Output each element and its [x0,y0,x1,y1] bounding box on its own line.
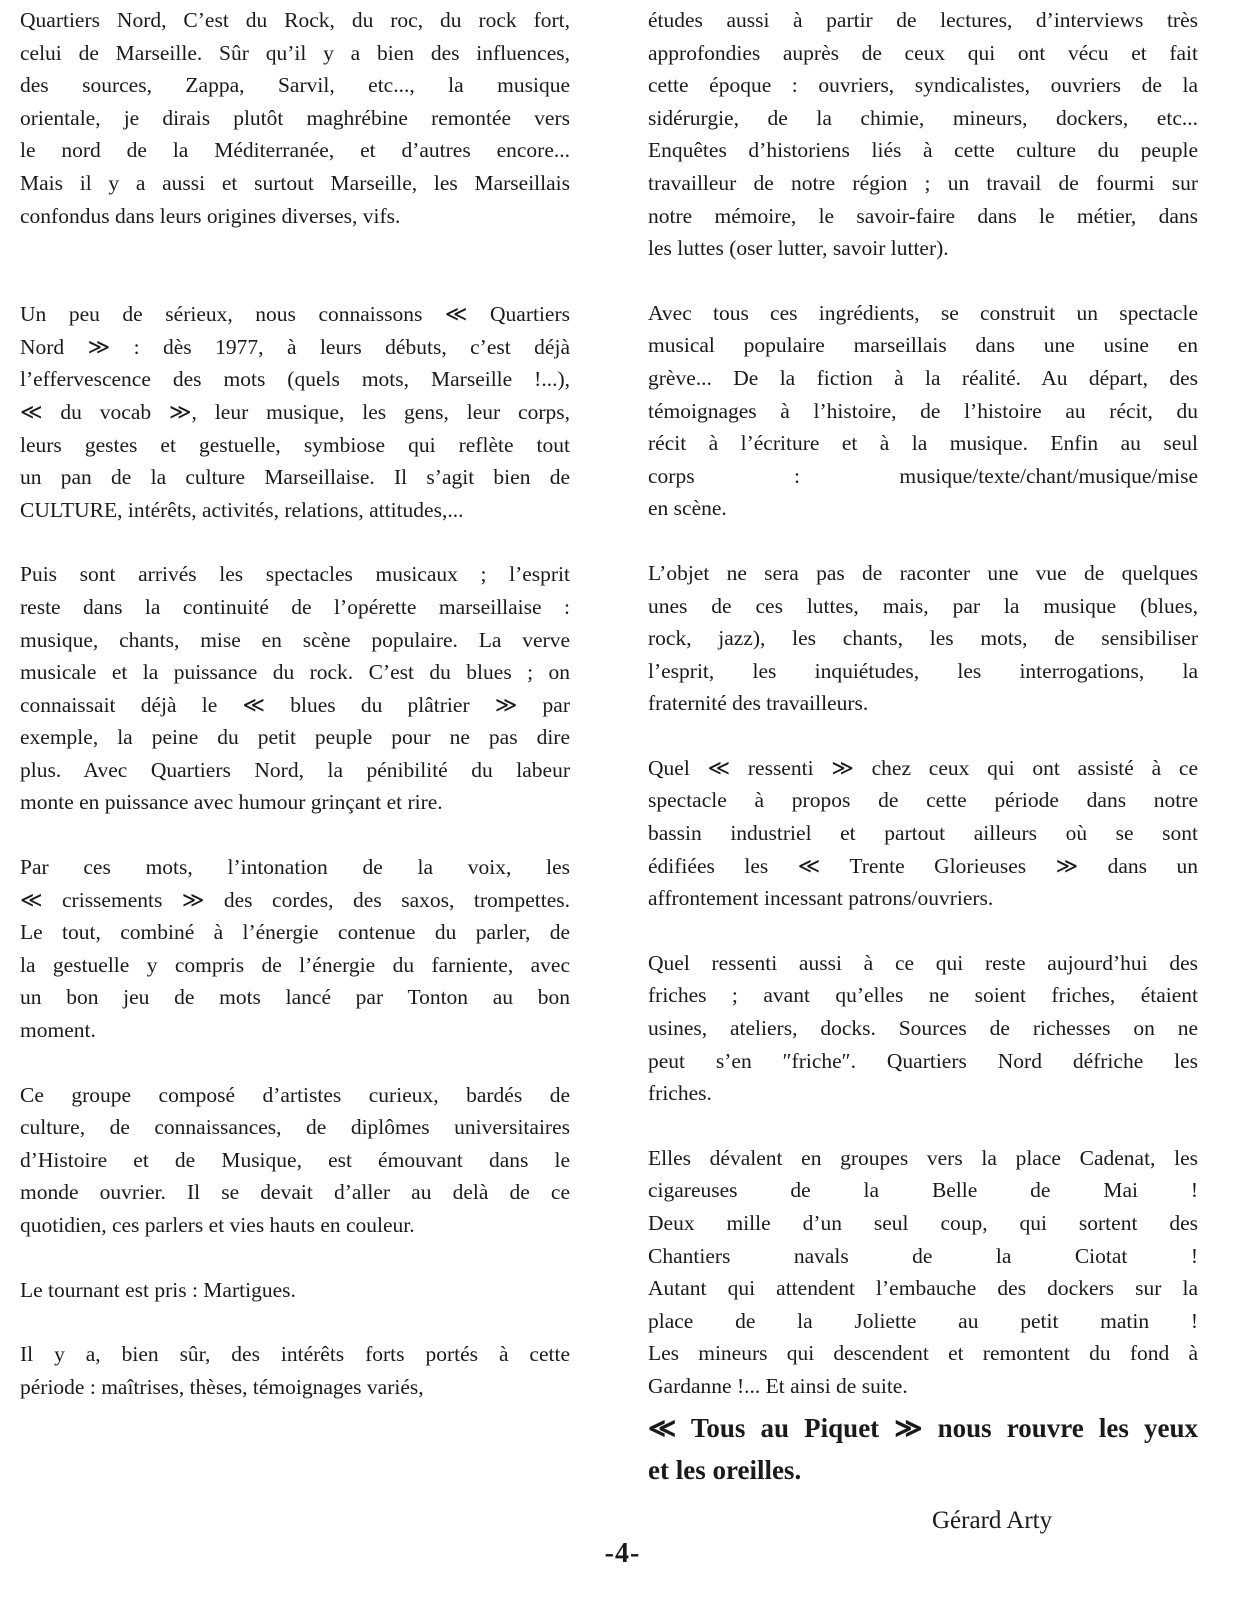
paragraph [648,297,1198,525]
text-line: plus. Avec Quartiers Nord, la pénibilité du labeur [20,757,570,782]
text-line: peut s’en ″friche″. Quartiers Nord défriche les [648,1048,1198,1073]
text-line: des sources, Zappa, Sarvil, etc..., la musique [20,73,570,98]
paragraph [648,557,1198,720]
text-line: Les mineurs qui descendent et remontent du fond à [648,1341,1198,1366]
text-line: orientale, je dirais plutôt maghrébine remontée vers [20,105,570,130]
text-line: Mais il y a aussi et surtout Marseille, les Marseillais [20,170,570,195]
text-line: études aussi à partir de lectures, d’interviews très [648,8,1198,32]
text-line: les luttes (oser lutter, savoir lutter). [648,236,949,261]
text-line: Un peu de sérieux, nous connaissons ≪ Quartiers [20,302,570,327]
text-line: Deux mille d’un seul coup, qui sortent des [648,1211,1198,1235]
text-line: l’esprit, les inquiétudes, les interrogations, la [648,658,1198,683]
paragraph [648,947,1198,1110]
text-line: celui de Marseille. Sûr qu’il y a bien des influences, [20,40,570,65]
text-line: d’Histoire et de Musique, est émouvant dans le [20,1147,570,1172]
text-line: rock, jazz), les chants, les mots, de sensibiliser [648,626,1198,651]
text-line: travailleur de notre région ; un travail de fourmi sur [648,170,1198,195]
text-line: monde ouvrier. Il se devait d’aller au delà de ce [20,1180,570,1205]
text-line: Le tout, combiné à l’énergie contenue du parler, de [20,920,570,945]
text-line: cigareuses de la Belle de Mai ! [648,1178,1198,1203]
text-line: Le tournant est pris : Martigues. [20,1277,296,1302]
paragraph [20,1338,570,1403]
paragraph [20,558,570,819]
text-line: confondus dans leurs origines diverses, vifs. [20,203,401,228]
text-line: Quel ressenti aussi à ce qui reste aujourd’hui des [648,950,1198,975]
text-line: connaissait déjà le ≪ blues du plâtrier ≫ par [20,692,570,717]
text-line: Avec tous ces ingrédients, se construit un spectacle [648,300,1198,325]
text-line: reste dans la continuité de l’opérette marseillaise : [20,594,570,619]
text-line: corps : musique/texte/chant/musique/mise [648,463,1198,488]
text-line: Enquêtes d’historiens liés à cette culture du peuple [648,138,1198,163]
text-line: ≪ du vocab ≫, leur musique, les gens, leur corps, [20,399,570,424]
text-line: exemple, la peine du petit peuple pour ne pas dire [20,725,570,750]
text-line: témoignages à l’histoire, de l’histoire au récit, du [648,398,1198,423]
paragraph [20,4,570,232]
paragraph [20,298,570,526]
text-line: ≪ crissements ≫ des cordes, des saxos, trompettes. [20,887,570,912]
page-number: -4- [604,1538,641,1569]
text-line: friches ; avant qu’elles ne soient friches, étaient [648,983,1198,1008]
text-line: cette époque : ouvriers, syndicalistes, ouvriers de la [648,73,1198,98]
text-line: grève... De la fiction à la réalité. Au départ, des [648,365,1198,390]
text-line: moment. [20,1018,96,1043]
text-line: Autant qui attendent l’embauche des dockers sur la [648,1276,1198,1301]
text-line: quotidien, ces parlers et vies hauts en couleur. [20,1213,415,1237]
text-line: récit à l’écriture et à la musique. Enfin au seul [648,431,1198,456]
text-line: notre mémoire, le savoir-faire dans le métier, dans [648,203,1198,228]
paragraph [648,1142,1198,1403]
text-line: place de la Joliette au petit matin ! [648,1308,1198,1333]
text-line: affrontement incessant patrons/ouvriers. [648,886,994,911]
text-line: monte en puissance avec humour grinçant et rire. [20,790,443,815]
text-line: spectacle à propos de cette période dans notre [648,788,1198,813]
paragraph [20,851,570,1047]
paragraph [20,1274,570,1307]
closing-statement [648,1407,1198,1491]
text-line: musical populaire marseillais dans une usine en [648,333,1198,358]
text-line: CULTURE, intérêts, activités, relations, attitudes,... [20,497,464,522]
text-line: l’effervescence des mots (quels mots, Marseille !...), [20,367,570,392]
text-line: Par ces mots, l’intonation de la voix, les [20,855,570,880]
text-line: musique, chants, mise en scène populaire. La verve [20,627,570,652]
text-line: Nord ≫ : dès 1977, à leurs débuts, c’est déjà [20,334,570,359]
text-line: musicale et la puissance du rock. C’est du blues ; on [20,660,570,685]
text-line: L’objet ne sera pas de raconter une vue de quelques [648,560,1198,585]
text-line: édifiées les ≪ Trente Glorieuses ≫ dans un [648,853,1198,878]
text-line: bassin industriel et partout ailleurs où se sont [648,821,1198,846]
text-line: en scène. [648,496,727,521]
text-line: leurs gestes et gestuelle, symbiose qui reflète tout [20,432,570,457]
text-line: Gardanne !... Et ainsi de suite. [648,1373,908,1398]
right-column [648,4,1198,1537]
text-line: fraternité des travailleurs. [648,691,869,716]
text-line: période : maîtrises, thèses, témoignages variés, [20,1374,424,1399]
text-line: culture, de connaissances, de diplômes universitaires [20,1115,570,1140]
text-line: usines, ateliers, docks. Sources de richesses on ne [648,1016,1198,1041]
text-line: Quartiers Nord, C’est du Rock, du roc, du rock fort, [20,8,570,32]
text-line: un pan de la culture Marseillaise. Il s’agit bien de [20,465,570,490]
text-line: friches. [648,1081,712,1106]
text-line: sidérurgie, de la chimie, mineurs, dockers, etc... [648,105,1198,130]
text-line: un bon jeu de mots lancé par Tonton au bon [20,985,570,1010]
text-line: unes de ces luttes, mais, par la musique (blues, [648,593,1198,618]
text-line: le nord de la Méditerranée, et d’autres encore... [20,138,570,163]
text-line: Ce groupe composé d’artistes curieux, bardés de [20,1082,570,1107]
text-line: la gestuelle y compris de l’énergie du farniente, avec [20,952,570,977]
text-line: Il y a, bien sûr, des intérêts forts portés à cette [20,1342,570,1367]
left-column [20,4,570,1403]
text-line: Puis sont arrivés les spectacles musicaux ; l’esprit [20,562,570,587]
paragraph [648,752,1198,915]
paragraph [648,4,1198,265]
text-line: Chantiers navals de la Ciotat ! [648,1243,1198,1268]
text-line: ≪ Tous au Piquet ≫ nous rouvre les yeux [648,1412,1198,1443]
author-signature: Gérard Arty [932,1506,1053,1534]
text-line: et les oreilles. [648,1454,802,1485]
text-line: Elles dévalent en groupes vers la place Cadenat, les [648,1145,1198,1170]
text-line: Quel ≪ ressenti ≫ chez ceux qui ont assisté à ce [648,755,1198,780]
text-line: approfondies auprès de ceux qui ont vécu et fait [648,40,1198,65]
paragraph [20,1079,570,1242]
